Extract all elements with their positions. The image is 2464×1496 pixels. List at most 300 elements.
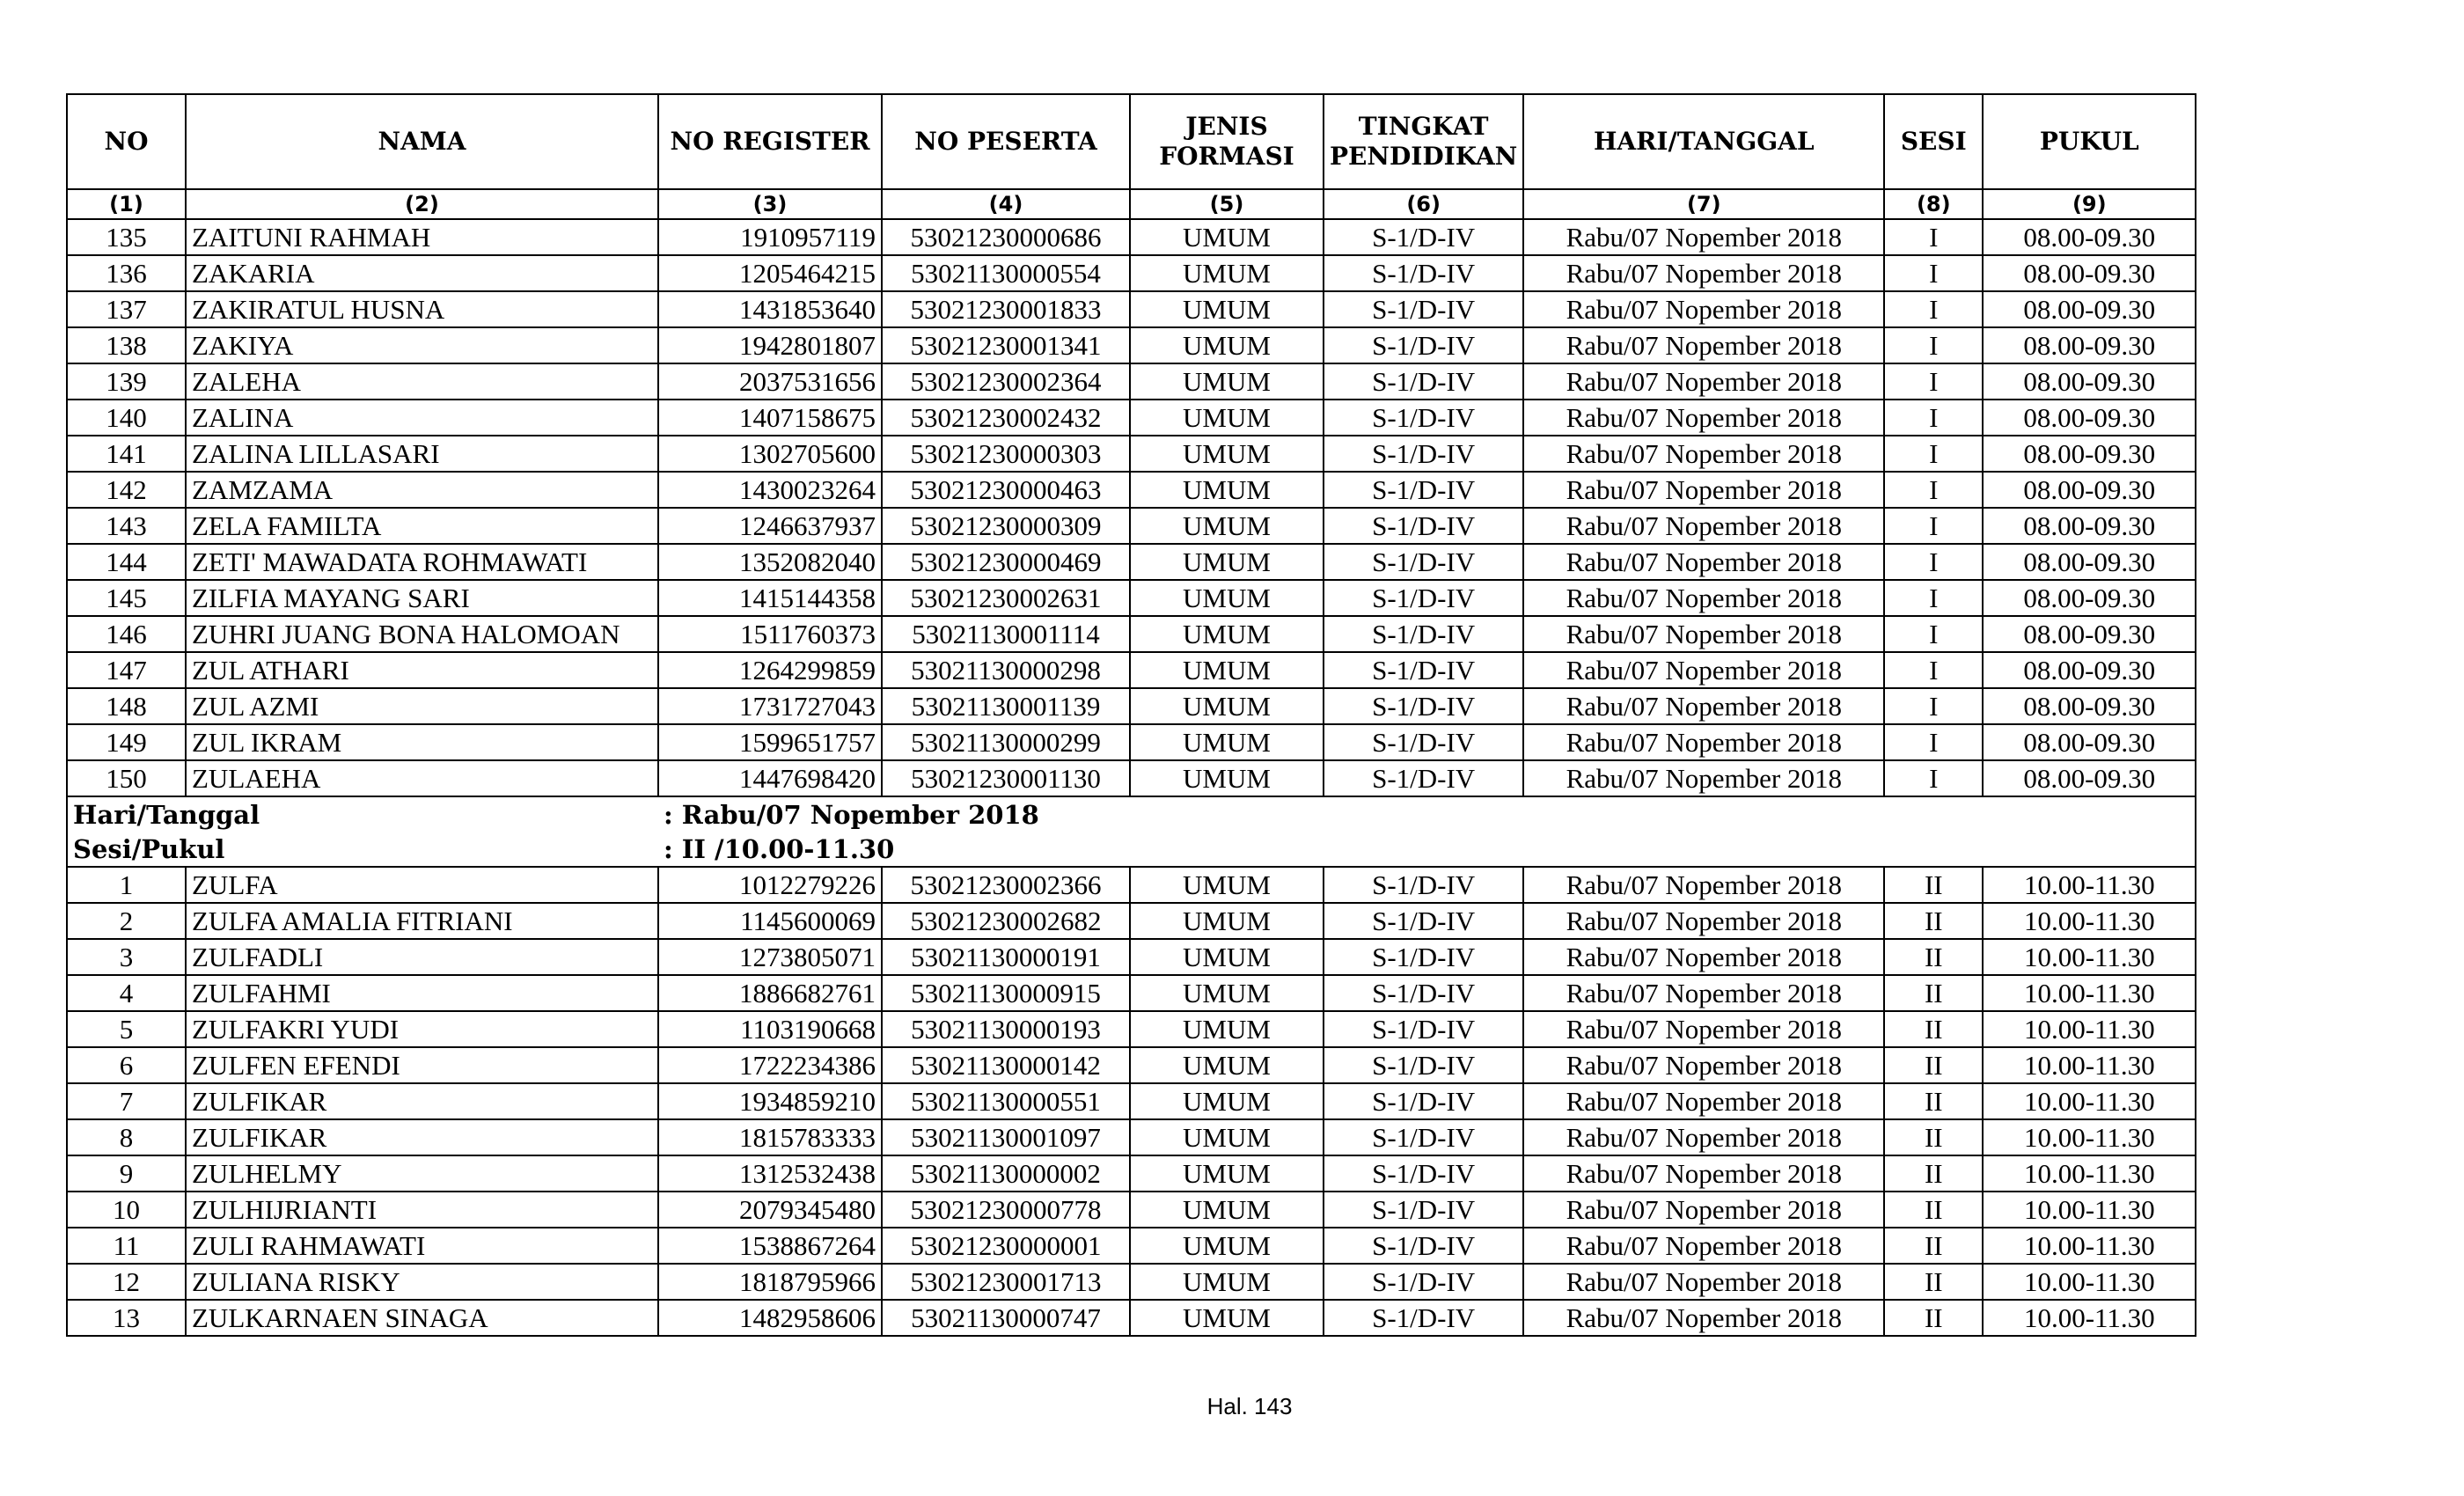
row-hari-tanggal: Rabu/07 Nopember 2018	[1523, 975, 1884, 1011]
row-pukul: 10.00-11.30	[1983, 867, 2196, 903]
row-no-peserta: 53021130000193	[882, 1011, 1130, 1047]
row-sesi: I	[1884, 508, 1983, 544]
row-no: 3	[67, 939, 186, 975]
row-sesi: I	[1884, 724, 1983, 760]
table-row	[67, 652, 2196, 688]
row-hari-tanggal: Rabu/07 Nopember 2018	[1523, 616, 1884, 652]
row-pukul: 08.00-09.30	[1983, 544, 2196, 580]
row-pukul: 08.00-09.30	[1983, 688, 2196, 724]
column-number: (1)	[67, 189, 186, 219]
table-row	[67, 1047, 2196, 1083]
header-hari-tanggal: HARI/TANGGAL	[1523, 94, 1884, 189]
row-sesi: II	[1884, 1047, 1983, 1083]
row-pukul: 08.00-09.30	[1983, 616, 2196, 652]
row-pukul: 08.00-09.30	[1983, 291, 2196, 327]
row-no-peserta: 53021230000469	[882, 544, 1130, 580]
row-no-peserta: 53021230000303	[882, 436, 1130, 472]
row-no: 142	[67, 472, 186, 508]
row-no-register: 1312532438	[658, 1155, 882, 1192]
row-tingkat-pendidikan: S-1/D-IV	[1324, 1264, 1523, 1300]
row-hari-tanggal: Rabu/07 Nopember 2018	[1523, 472, 1884, 508]
row-no-register: 1415144358	[658, 580, 882, 616]
row-no-register: 1273805071	[658, 939, 882, 975]
row-no-peserta: 53021230000778	[882, 1192, 1130, 1228]
row-pukul: 10.00-11.30	[1983, 975, 2196, 1011]
row-sesi: II	[1884, 1119, 1983, 1155]
row-no: 11	[67, 1228, 186, 1264]
row-hari-tanggal: Rabu/07 Nopember 2018	[1523, 327, 1884, 363]
row-no-peserta: 53021130001139	[882, 688, 1130, 724]
row-pukul: 08.00-09.30	[1983, 760, 2196, 796]
row-pukul: 08.00-09.30	[1983, 255, 2196, 291]
row-hari-tanggal: Rabu/07 Nopember 2018	[1523, 903, 1884, 939]
row-tingkat-pendidikan: S-1/D-IV	[1324, 255, 1523, 291]
row-no-register: 1431853640	[658, 291, 882, 327]
row-nama: ZUL IKRAM	[186, 724, 658, 760]
row-no-register: 1205464215	[658, 255, 882, 291]
row-jenis-formasi: UMUM	[1130, 1047, 1324, 1083]
row-jenis-formasi: UMUM	[1130, 939, 1324, 975]
row-hari-tanggal: Rabu/07 Nopember 2018	[1523, 436, 1884, 472]
row-nama: ZULAEHA	[186, 760, 658, 796]
row-tingkat-pendidikan: S-1/D-IV	[1324, 1119, 1523, 1155]
row-sesi: II	[1884, 903, 1983, 939]
row-no-register: 1246637937	[658, 508, 882, 544]
row-sesi: I	[1884, 652, 1983, 688]
row-no: 149	[67, 724, 186, 760]
row-tingkat-pendidikan: S-1/D-IV	[1324, 544, 1523, 580]
row-no-peserta: 53021130001097	[882, 1119, 1130, 1155]
row-no-peserta: 53021230001130	[882, 760, 1130, 796]
row-pukul: 08.00-09.30	[1983, 436, 2196, 472]
session-1-rows	[67, 219, 2196, 796]
row-no-peserta: 53021130000298	[882, 652, 1130, 688]
row-jenis-formasi: UMUM	[1130, 1264, 1324, 1300]
row-no: 9	[67, 1155, 186, 1192]
row-jenis-formasi: UMUM	[1130, 760, 1324, 796]
row-hari-tanggal: Rabu/07 Nopember 2018	[1523, 688, 1884, 724]
row-no-peserta: 53021230000463	[882, 472, 1130, 508]
session-time-filler	[1324, 832, 2196, 867]
row-jenis-formasi: UMUM	[1130, 867, 1324, 903]
row-tingkat-pendidikan: S-1/D-IV	[1324, 724, 1523, 760]
row-no-peserta: 53021230002432	[882, 400, 1130, 436]
row-hari-tanggal: Rabu/07 Nopember 2018	[1523, 760, 1884, 796]
session-day-value: : Rabu/07 Nopember 2018	[658, 796, 1324, 832]
table-row	[67, 760, 2196, 796]
row-jenis-formasi: UMUM	[1130, 544, 1324, 580]
row-no: 136	[67, 255, 186, 291]
row-no: 138	[67, 327, 186, 363]
session-2-rows	[67, 867, 2196, 1336]
schedule-table	[66, 93, 2196, 1337]
row-no-register: 1145600069	[658, 903, 882, 939]
row-tingkat-pendidikan: S-1/D-IV	[1324, 975, 1523, 1011]
table-row	[67, 1228, 2196, 1264]
row-nama: ZAKIYA	[186, 327, 658, 363]
row-tingkat-pendidikan: S-1/D-IV	[1324, 436, 1523, 472]
row-hari-tanggal: Rabu/07 Nopember 2018	[1523, 1011, 1884, 1047]
header-tingkat-pendidikan: TINGKAT PENDIDIKAN	[1324, 94, 1523, 189]
row-sesi: II	[1884, 1155, 1983, 1192]
table-row	[67, 1155, 2196, 1192]
row-jenis-formasi: UMUM	[1130, 472, 1324, 508]
row-jenis-formasi: UMUM	[1130, 219, 1324, 255]
table-row	[67, 219, 2196, 255]
row-pukul: 08.00-09.30	[1983, 363, 2196, 400]
row-tingkat-pendidikan: S-1/D-IV	[1324, 1300, 1523, 1336]
row-pukul: 10.00-11.30	[1983, 1047, 2196, 1083]
table-row	[67, 400, 2196, 436]
row-tingkat-pendidikan: S-1/D-IV	[1324, 1083, 1523, 1119]
row-no: 139	[67, 363, 186, 400]
table-row	[67, 939, 2196, 975]
row-no: 135	[67, 219, 186, 255]
table-row	[67, 436, 2196, 472]
row-tingkat-pendidikan: S-1/D-IV	[1324, 903, 1523, 939]
row-jenis-formasi: UMUM	[1130, 363, 1324, 400]
row-pukul: 10.00-11.30	[1983, 1300, 2196, 1336]
row-no-register: 1511760373	[658, 616, 882, 652]
row-no-peserta: 53021230002682	[882, 903, 1130, 939]
row-no-peserta: 53021130000747	[882, 1300, 1130, 1336]
table-row	[67, 867, 2196, 903]
row-hari-tanggal: Rabu/07 Nopember 2018	[1523, 508, 1884, 544]
row-tingkat-pendidikan: S-1/D-IV	[1324, 867, 1523, 903]
table-row	[67, 1264, 2196, 1300]
row-hari-tanggal: Rabu/07 Nopember 2018	[1523, 1264, 1884, 1300]
row-sesi: II	[1884, 939, 1983, 975]
header-no: NO	[67, 94, 186, 189]
session-time-label: Sesi/Pukul	[67, 832, 658, 867]
row-hari-tanggal: Rabu/07 Nopember 2018	[1523, 652, 1884, 688]
row-nama: ZUL AZMI	[186, 688, 658, 724]
row-sesi: I	[1884, 688, 1983, 724]
row-pukul: 10.00-11.30	[1983, 1119, 2196, 1155]
row-pukul: 10.00-11.30	[1983, 1083, 2196, 1119]
row-hari-tanggal: Rabu/07 Nopember 2018	[1523, 255, 1884, 291]
row-jenis-formasi: UMUM	[1130, 1228, 1324, 1264]
column-number: (4)	[882, 189, 1130, 219]
row-hari-tanggal: Rabu/07 Nopember 2018	[1523, 363, 1884, 400]
row-hari-tanggal: Rabu/07 Nopember 2018	[1523, 1228, 1884, 1264]
row-nama: ZULIANA RISKY	[186, 1264, 658, 1300]
row-no-register: 1910957119	[658, 219, 882, 255]
row-no: 13	[67, 1300, 186, 1336]
header-nama: NAMA	[186, 94, 658, 189]
row-nama: ZULFIKAR	[186, 1119, 658, 1155]
row-sesi: II	[1884, 867, 1983, 903]
row-sesi: II	[1884, 1011, 1983, 1047]
row-nama: ZUL ATHARI	[186, 652, 658, 688]
row-hari-tanggal: Rabu/07 Nopember 2018	[1523, 939, 1884, 975]
row-nama: ZULFAKRI YUDI	[186, 1011, 658, 1047]
row-jenis-formasi: UMUM	[1130, 1119, 1324, 1155]
page-number: Hal. 143	[1206, 1393, 1293, 1419]
header-no-peserta: NO PESERTA	[882, 94, 1130, 189]
row-nama: ZULFIKAR	[186, 1083, 658, 1119]
table-row	[67, 508, 2196, 544]
row-no: 4	[67, 975, 186, 1011]
row-no: 148	[67, 688, 186, 724]
row-nama: ZETI' MAWADATA ROHMAWATI	[186, 544, 658, 580]
table-row	[67, 544, 2196, 580]
session-day-row	[67, 796, 2196, 832]
row-nama: ZALINA LILLASARI	[186, 436, 658, 472]
row-sesi: II	[1884, 1083, 1983, 1119]
column-number: (8)	[1884, 189, 1983, 219]
session-time-row	[67, 832, 2196, 867]
row-no: 10	[67, 1192, 186, 1228]
column-number: (5)	[1130, 189, 1324, 219]
table-row	[67, 1192, 2196, 1228]
row-tingkat-pendidikan: S-1/D-IV	[1324, 327, 1523, 363]
row-no: 146	[67, 616, 186, 652]
column-number: (6)	[1324, 189, 1523, 219]
row-no-register: 1934859210	[658, 1083, 882, 1119]
row-no-peserta: 53021130000191	[882, 939, 1130, 975]
row-jenis-formasi: UMUM	[1130, 652, 1324, 688]
row-jenis-formasi: UMUM	[1130, 508, 1324, 544]
row-no-register: 1012279226	[658, 867, 882, 903]
column-number: (7)	[1523, 189, 1884, 219]
row-no: 5	[67, 1011, 186, 1047]
row-sesi: I	[1884, 363, 1983, 400]
row-tingkat-pendidikan: S-1/D-IV	[1324, 939, 1523, 975]
table-row	[67, 291, 2196, 327]
row-no: 1	[67, 867, 186, 903]
row-no-peserta: 53021230002366	[882, 867, 1130, 903]
row-sesi: I	[1884, 219, 1983, 255]
row-hari-tanggal: Rabu/07 Nopember 2018	[1523, 291, 1884, 327]
row-tingkat-pendidikan: S-1/D-IV	[1324, 580, 1523, 616]
row-jenis-formasi: UMUM	[1130, 400, 1324, 436]
row-no-register: 1538867264	[658, 1228, 882, 1264]
row-nama: ZAITUNI RAHMAH	[186, 219, 658, 255]
row-nama: ZALEHA	[186, 363, 658, 400]
row-sesi: I	[1884, 327, 1983, 363]
row-no-peserta: 53021230000309	[882, 508, 1130, 544]
table-row	[67, 363, 2196, 400]
row-no: 150	[67, 760, 186, 796]
row-no: 144	[67, 544, 186, 580]
row-jenis-formasi: UMUM	[1130, 616, 1324, 652]
row-no-register: 2037531656	[658, 363, 882, 400]
row-sesi: I	[1884, 544, 1983, 580]
row-no-register: 1430023264	[658, 472, 882, 508]
row-sesi: I	[1884, 291, 1983, 327]
table-row	[67, 255, 2196, 291]
row-no-register: 1599651757	[658, 724, 882, 760]
table-row	[67, 724, 2196, 760]
row-no-peserta: 53021130000551	[882, 1083, 1130, 1119]
row-tingkat-pendidikan: S-1/D-IV	[1324, 760, 1523, 796]
row-jenis-formasi: UMUM	[1130, 291, 1324, 327]
row-hari-tanggal: Rabu/07 Nopember 2018	[1523, 1192, 1884, 1228]
row-nama: ZILFIA MAYANG SARI	[186, 580, 658, 616]
column-number: (9)	[1983, 189, 2196, 219]
row-tingkat-pendidikan: S-1/D-IV	[1324, 1192, 1523, 1228]
row-no-peserta: 53021130000299	[882, 724, 1130, 760]
row-no-peserta: 53021230000686	[882, 219, 1130, 255]
row-nama: ZULHELMY	[186, 1155, 658, 1192]
row-nama: ZULFADLI	[186, 939, 658, 975]
row-pukul: 08.00-09.30	[1983, 652, 2196, 688]
row-nama: ZULI RAHMAWATI	[186, 1228, 658, 1264]
schedule-sheet	[66, 93, 2196, 1337]
header-no-register: NO REGISTER	[658, 94, 882, 189]
row-jenis-formasi: UMUM	[1130, 1192, 1324, 1228]
row-jenis-formasi: UMUM	[1130, 436, 1324, 472]
row-no-register: 1407158675	[658, 400, 882, 436]
row-tingkat-pendidikan: S-1/D-IV	[1324, 219, 1523, 255]
row-nama: ZAKIRATUL HUSNA	[186, 291, 658, 327]
row-jenis-formasi: UMUM	[1130, 255, 1324, 291]
table-row	[67, 975, 2196, 1011]
table-row	[67, 1300, 2196, 1336]
row-jenis-formasi: UMUM	[1130, 724, 1324, 760]
row-tingkat-pendidikan: S-1/D-IV	[1324, 1047, 1523, 1083]
row-jenis-formasi: UMUM	[1130, 688, 1324, 724]
row-no-peserta: 53021130000554	[882, 255, 1130, 291]
row-no: 8	[67, 1119, 186, 1155]
row-jenis-formasi: UMUM	[1130, 1011, 1324, 1047]
table-row	[67, 688, 2196, 724]
row-pukul: 10.00-11.30	[1983, 903, 2196, 939]
row-nama: ZAMZAMA	[186, 472, 658, 508]
row-tingkat-pendidikan: S-1/D-IV	[1324, 472, 1523, 508]
row-no-register: 1815783333	[658, 1119, 882, 1155]
row-sesi: I	[1884, 760, 1983, 796]
row-nama: ZULKARNAEN SINAGA	[186, 1300, 658, 1336]
row-no-peserta: 53021130000915	[882, 975, 1130, 1011]
row-no: 143	[67, 508, 186, 544]
row-nama: ZULFAHMI	[186, 975, 658, 1011]
row-pukul: 10.00-11.30	[1983, 939, 2196, 975]
row-sesi: I	[1884, 472, 1983, 508]
row-no-peserta: 53021130001114	[882, 616, 1130, 652]
row-no: 145	[67, 580, 186, 616]
row-no-peserta: 53021230000001	[882, 1228, 1130, 1264]
row-no: 7	[67, 1083, 186, 1119]
row-nama: ZELA FAMILTA	[186, 508, 658, 544]
row-tingkat-pendidikan: S-1/D-IV	[1324, 1155, 1523, 1192]
row-no-register: 2079345480	[658, 1192, 882, 1228]
row-no: 141	[67, 436, 186, 472]
row-nama: ZULFA AMALIA FITRIANI	[186, 903, 658, 939]
row-no-register: 1731727043	[658, 688, 882, 724]
row-no-register: 1447698420	[658, 760, 882, 796]
row-no-peserta: 53021230001833	[882, 291, 1130, 327]
row-no: 6	[67, 1047, 186, 1083]
row-pukul: 08.00-09.30	[1983, 327, 2196, 363]
table-row	[67, 1083, 2196, 1119]
row-pukul: 08.00-09.30	[1983, 219, 2196, 255]
table-row	[67, 580, 2196, 616]
table-row	[67, 903, 2196, 939]
row-tingkat-pendidikan: S-1/D-IV	[1324, 616, 1523, 652]
row-no-peserta: 53021230002631	[882, 580, 1130, 616]
row-sesi: I	[1884, 616, 1983, 652]
column-number: (3)	[658, 189, 882, 219]
row-sesi: II	[1884, 1228, 1983, 1264]
row-no-register: 1722234386	[658, 1047, 882, 1083]
row-tingkat-pendidikan: S-1/D-IV	[1324, 291, 1523, 327]
column-number-row	[67, 189, 2196, 219]
row-no-register: 1103190668	[658, 1011, 882, 1047]
table-row	[67, 472, 2196, 508]
row-no: 12	[67, 1264, 186, 1300]
row-hari-tanggal: Rabu/07 Nopember 2018	[1523, 544, 1884, 580]
row-no-register: 1482958606	[658, 1300, 882, 1336]
row-hari-tanggal: Rabu/07 Nopember 2018	[1523, 1119, 1884, 1155]
row-no: 137	[67, 291, 186, 327]
row-hari-tanggal: Rabu/07 Nopember 2018	[1523, 580, 1884, 616]
row-hari-tanggal: Rabu/07 Nopember 2018	[1523, 1300, 1884, 1336]
row-no: 140	[67, 400, 186, 436]
row-tingkat-pendidikan: S-1/D-IV	[1324, 688, 1523, 724]
row-no-peserta: 53021130000142	[882, 1047, 1130, 1083]
session-day-label: Hari/Tanggal	[67, 796, 658, 832]
row-sesi: I	[1884, 400, 1983, 436]
header-jenis-formasi: JENIS FORMASI	[1130, 94, 1324, 189]
row-jenis-formasi: UMUM	[1130, 1083, 1324, 1119]
row-pukul: 10.00-11.30	[1983, 1192, 2196, 1228]
row-jenis-formasi: UMUM	[1130, 580, 1324, 616]
row-tingkat-pendidikan: S-1/D-IV	[1324, 508, 1523, 544]
row-jenis-formasi: UMUM	[1130, 975, 1324, 1011]
row-no-peserta: 53021130000002	[882, 1155, 1130, 1192]
row-pukul: 08.00-09.30	[1983, 724, 2196, 760]
row-sesi: II	[1884, 1264, 1983, 1300]
row-no: 2	[67, 903, 186, 939]
table-row	[67, 616, 2196, 652]
header-row	[67, 94, 2196, 189]
row-jenis-formasi: UMUM	[1130, 327, 1324, 363]
row-pukul: 08.00-09.30	[1983, 508, 2196, 544]
session-time-value: : II /10.00-11.30	[664, 833, 895, 864]
row-no-register: 1818795966	[658, 1264, 882, 1300]
row-sesi: I	[1884, 255, 1983, 291]
row-pukul: 08.00-09.30	[1983, 472, 2196, 508]
row-hari-tanggal: Rabu/07 Nopember 2018	[1523, 1155, 1884, 1192]
row-jenis-formasi: UMUM	[1130, 903, 1324, 939]
row-no-register: 1942801807	[658, 327, 882, 363]
row-no-register: 1264299859	[658, 652, 882, 688]
session-info	[67, 796, 2196, 867]
row-no-register: 1352082040	[658, 544, 882, 580]
row-no-peserta: 53021230001713	[882, 1264, 1130, 1300]
row-jenis-formasi: UMUM	[1130, 1300, 1324, 1336]
row-sesi: I	[1884, 436, 1983, 472]
row-sesi: I	[1884, 580, 1983, 616]
row-pukul: 08.00-09.30	[1983, 580, 2196, 616]
row-pukul: 10.00-11.30	[1983, 1011, 2196, 1047]
row-nama: ZULFA	[186, 867, 658, 903]
row-no: 147	[67, 652, 186, 688]
row-hari-tanggal: Rabu/07 Nopember 2018	[1523, 1047, 1884, 1083]
table-row	[67, 1119, 2196, 1155]
row-tingkat-pendidikan: S-1/D-IV	[1324, 652, 1523, 688]
row-hari-tanggal: Rabu/07 Nopember 2018	[1523, 219, 1884, 255]
row-no-peserta: 53021230001341	[882, 327, 1130, 363]
row-no-peserta: 53021230002364	[882, 363, 1130, 400]
row-tingkat-pendidikan: S-1/D-IV	[1324, 400, 1523, 436]
row-hari-tanggal: Rabu/07 Nopember 2018	[1523, 1083, 1884, 1119]
row-pukul: 10.00-11.30	[1983, 1264, 2196, 1300]
header-pukul: PUKUL	[1983, 94, 2196, 189]
row-pukul: 10.00-11.30	[1983, 1228, 2196, 1264]
